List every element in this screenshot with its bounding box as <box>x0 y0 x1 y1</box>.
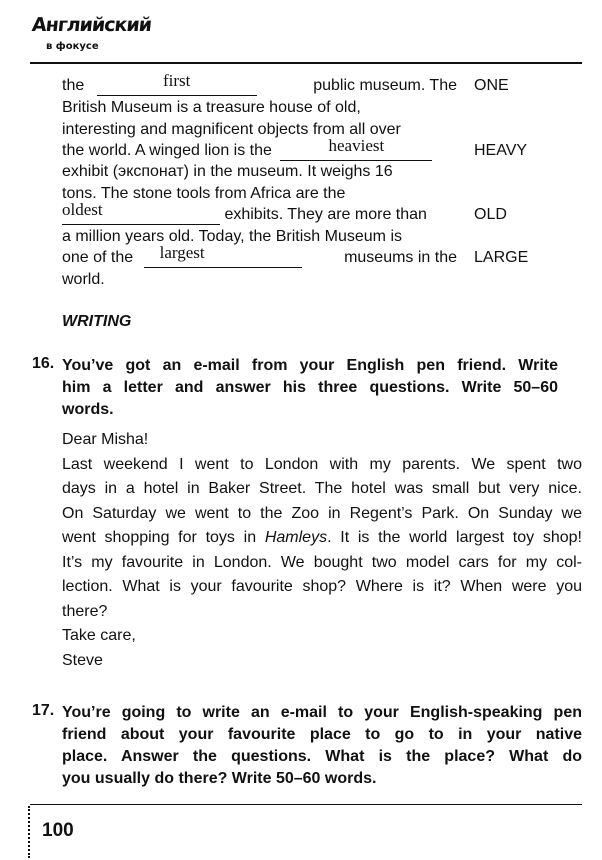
task-17-instructions <box>62 702 582 790</box>
exercise-line-10: world. <box>62 271 105 288</box>
exercise-line-2: British Museum is a treasure house of old, <box>62 99 361 116</box>
task-line: friend about your favourite place to go to in your native <box>62 726 582 743</box>
task-line: words. <box>62 401 114 418</box>
store-name: Hamleys <box>264 529 328 546</box>
keyword-large: LARGE <box>474 249 529 266</box>
task-line: You’re going to write an e-mail to your English-speaking pen <box>62 704 582 721</box>
exercise-line-3: interesting and magnificent objects from all over <box>62 121 401 138</box>
answer-blank-1[interactable] <box>97 71 257 96</box>
keyword-old: OLD <box>474 206 507 223</box>
task-line: you usually do there? Write 50–60 words. <box>62 770 377 787</box>
letter-line: It’s my favourite in London. We bought two model cars for my col- <box>62 553 582 571</box>
text-fragment: . It is the world largest toy shop! <box>327 529 583 546</box>
task-line: him a letter and answer his three questions. Write 50–60 <box>62 379 558 396</box>
exercise-line-5: exhibit (экспонат) in the museum. It weighs 16 <box>62 163 393 180</box>
exercise-line-6: tons. The stone tools from Africa are the <box>62 185 346 202</box>
letter-line: days in a hotel in Baker Street. The hotel was small but very nice. <box>62 480 582 497</box>
task-line: You’ve got an e-mail from your English pen friend. Write <box>62 357 558 374</box>
handwritten-answer: oldest <box>62 200 103 219</box>
text-fragment: the <box>62 77 85 94</box>
keyword-one: ONE <box>474 77 509 94</box>
text-fragment: one of the <box>62 249 134 266</box>
keyword-heavy: HEAVY <box>474 142 528 159</box>
letter-line <box>62 526 582 551</box>
task-16-number: 16. <box>32 355 55 372</box>
answer-blank-4[interactable] <box>144 243 302 268</box>
letter-closing: Take care, <box>62 627 136 644</box>
logo-subtitle: в фокусе <box>46 41 99 52</box>
task-17-number: 17. <box>32 702 55 719</box>
text-fragment: the world. A winged lion is the <box>62 142 272 159</box>
logo-title: Английский <box>30 14 153 36</box>
letter-text <box>62 428 582 673</box>
text-fragment: went shopping for toys in <box>62 529 257 546</box>
task-16-instructions <box>62 355 558 421</box>
section-heading: WRITING <box>62 313 132 330</box>
dotted-margin <box>28 806 30 858</box>
top-rule <box>30 62 582 64</box>
text-fragment: museums in the <box>344 249 457 266</box>
letter-line: On Saturday we went to the Zoo in Regent’s Park. On Sunday we <box>62 504 582 522</box>
letter-line: Last weekend I went to London with my parents. We spent two <box>62 455 582 473</box>
answer-blank-2[interactable] <box>280 136 432 161</box>
text-fragment: public museum. The <box>313 77 457 94</box>
page-number: 100 <box>42 820 74 841</box>
handwritten-answer: largest <box>159 243 205 262</box>
text-fragment: exhibits. They are more than <box>224 206 427 223</box>
bottom-rule <box>30 804 582 805</box>
exercise-line-1 <box>62 71 457 96</box>
task-line: place. Answer the questions. What is the place? What do <box>62 748 582 765</box>
letter-line: there? <box>62 602 108 620</box>
letter-signature: Steve <box>62 651 103 669</box>
letter-line: lection. What is your favourite shop? Where is it? When were you <box>62 578 582 595</box>
letter-greeting: Dear Misha! <box>62 431 149 448</box>
handwritten-answer: first <box>163 71 191 90</box>
answer-blank-3[interactable] <box>62 200 220 225</box>
book-logo <box>30 14 153 58</box>
handwritten-answer: heaviest <box>328 136 385 155</box>
exercise-line-9 <box>62 243 457 268</box>
exercise-line-7 <box>62 200 427 225</box>
exercise-line-4 <box>62 136 432 161</box>
exercise-line-8: a million years old. Today, the British Museum is <box>62 228 402 245</box>
